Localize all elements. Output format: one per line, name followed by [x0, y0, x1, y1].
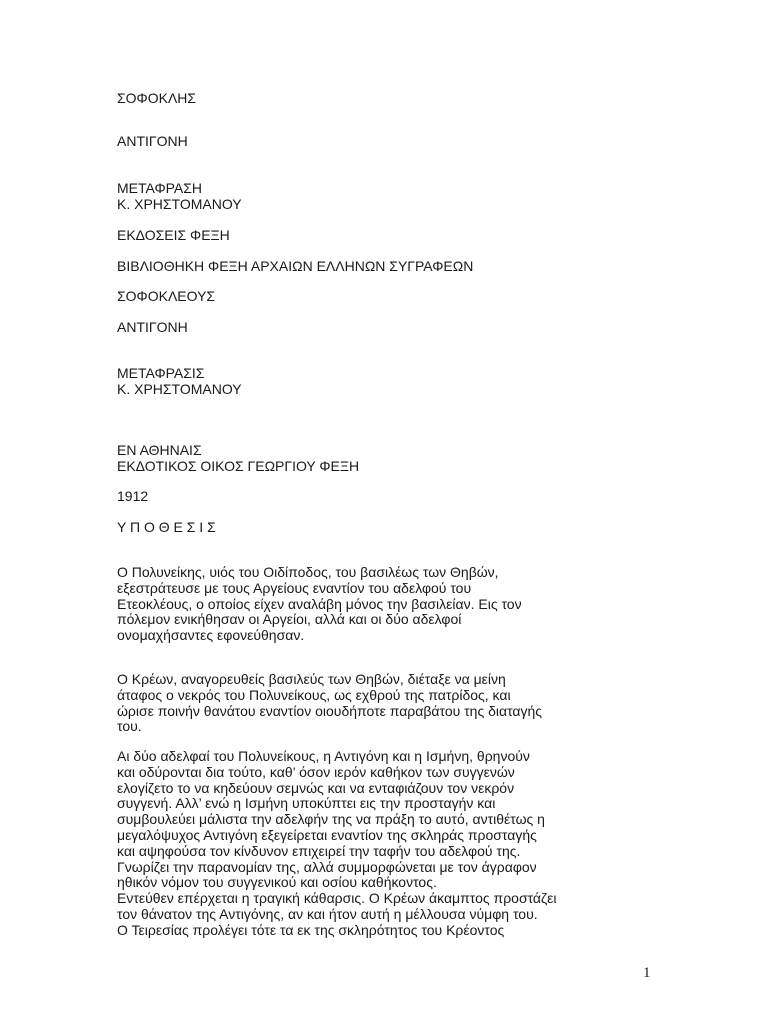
- paragraph-line: Ο Πολυνείκης, υιός του Οιδίποδος, του βασιλέως των Θηβών,: [117, 564, 499, 580]
- paragraph-2: [117, 672, 597, 735]
- paragraph-line: ηθικόν νόμον του συγγενικού και οσίου καθήκοντος.: [117, 874, 437, 891]
- author-genitive-line: ΣΟΦΟΚΛΕΟΥΣ: [117, 288, 216, 304]
- paragraph-line: ονομαχήσαντες εφονεύθησαν.: [117, 627, 305, 644]
- paragraph-line: συγγενή. Αλλ’ ενώ η Ισμήνη υποκύπτει εις την προσταγήν και: [117, 795, 496, 812]
- paragraph-line: ελογίζετο το να κηδεύουν σεμνώς και να ενταφιάζουν τον νεκρόν: [117, 779, 515, 796]
- paragraph-1: [117, 565, 597, 644]
- paragraph-line: ώρισε ποινήν θανάτου εναντίον οιουδήποτε παραβάτου της διαταγής: [117, 702, 543, 719]
- title-line: ΑΝΤΙΓΟΝΗ: [117, 133, 188, 149]
- translation-label2: ΜΕΤΑΦΡΑΣΙΣ: [117, 365, 205, 381]
- paragraph-3: [117, 749, 597, 939]
- translator2-line: Κ. ΧΡΗΣΤΟΜΑΝΟΥ: [117, 381, 242, 397]
- title2-line: ΑΝΤΙΓΟΝΗ: [117, 319, 188, 335]
- section-heading: Υ Π Ο Θ Ε Σ Ι Σ: [117, 519, 216, 535]
- translator-line: Κ. ΧΡΗΣΤΟΜΑΝΟΥ: [117, 196, 242, 212]
- paragraph-line: Ετεοκλέους, ο οποίος είχεν αναλάβη μόνος την βασιλείαν. Εις τον: [117, 595, 522, 612]
- paragraph-line: και αψηφούσα τον κίνδυνον επιχειρεί την ταφήν του αδελφού της.: [117, 842, 521, 859]
- paragraph-line: Αι δύο αδελφαί του Πολυνείκους, η Αντιγόνη και η Ισμήνη, θρηνούν: [117, 748, 530, 764]
- paragraph-line: συμβουλεύει μάλιστα την αδελφήν της να πράξη το αυτό, αντιθέτως η: [117, 811, 545, 828]
- translation-label: ΜΕΤΑΦΡΑΣΗ: [117, 180, 203, 196]
- year-line: 1912: [117, 488, 149, 504]
- author-line: ΣΟΦΟΚΛΗΣ: [117, 90, 197, 106]
- paragraph-line: και οδύρονται δια τούτο, καθ’ όσον ιερόν καθήκον των συγγενών: [117, 763, 515, 780]
- paragraph-line: πόλεμον ενικήθησαν οι Αργείοι, αλλά και οι δύο αδελφοί: [117, 611, 462, 628]
- paragraph-line: άταφος ο νεκρός του Πολυνείκους, ως εχθρού της πατρίδος, και: [117, 686, 511, 703]
- paragraph-line: τον θάνατον της Αντιγόνης, αν και ήτον αυτή η μέλλουσα νύμφη του.: [117, 905, 538, 922]
- paragraph-line: μεγαλόψυχος Αντιγόνη εξεγείρεται εναντίον της σκληράς προσταγής: [117, 826, 537, 843]
- paragraph-line: εξεστράτευσε με τους Αργείους εναντίον του αδελφού του: [117, 579, 472, 596]
- page-number: 1: [643, 965, 651, 981]
- paragraph-line: Ο Κρέων, αναγορευθείς βασιλεύς των Θηβών, διέταξε να μείνη: [117, 671, 506, 687]
- paragraph-line: του.: [117, 718, 142, 735]
- paragraph-line: Γνωρίζει την παρανομίαν της, αλλά συμμορφώνεται με τον άγραφον: [117, 858, 537, 875]
- paragraph-line: Εντεύθεν επέρχεται η τραγική κάθαρσις. Ο Κρέων άκαμπτος προστάζει: [117, 890, 557, 907]
- paragraph-line: Ο Τειρεσίας προλέγει τότε τα εκ της σκληρότητος του Κρέοντος: [117, 921, 505, 938]
- publisher-line: ΕΚΔΟΣΕΙΣ ΦΕΞΗ: [117, 227, 230, 243]
- series-line: ΒΙΒΛΙΟΘΗΚΗ ΦΕΞΗ ΑΡΧΑΙΩΝ ΕΛΛΗΝΩΝ ΣΥΓΡΑΦΕΩΝ: [117, 258, 474, 274]
- publishing-house-line: ΕΚΔΟΤΙΚΟΣ ΟΙΚΟΣ ΓΕΩΡΓΙΟΥ ΦΕΞΗ: [117, 458, 360, 474]
- place-line: ΕΝ ΑΘΗΝΑΙΣ: [117, 442, 202, 458]
